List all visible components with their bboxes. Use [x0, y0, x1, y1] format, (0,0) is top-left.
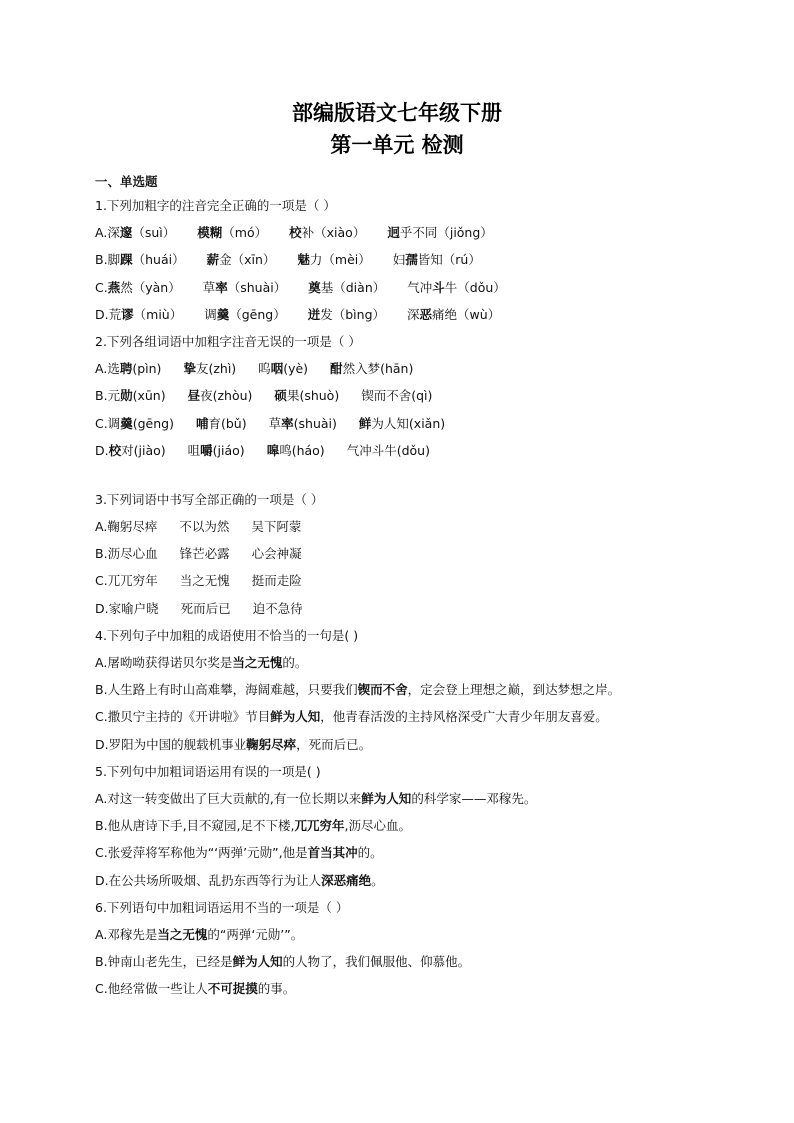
option-term — [107, 355, 161, 382]
option-letter: C. — [95, 279, 108, 295]
option-text: 咀 — [187, 442, 201, 458]
option-a — [95, 355, 735, 382]
option-term — [108, 703, 608, 730]
emphasized-text: 薪 — [206, 252, 220, 268]
option-c — [95, 410, 735, 437]
option-text: 邓稼先是 — [107, 926, 158, 942]
option-letter: C. — [95, 981, 108, 997]
emphasized-text: 锲而不舍 — [357, 682, 408, 698]
emphasized-text: 哺 — [195, 415, 209, 431]
option-term — [107, 921, 303, 948]
option-text: 基（diàn） — [320, 279, 386, 295]
option-text: （mó） — [222, 225, 268, 241]
emphasized-text: 鞠躬尽瘁 — [246, 736, 297, 752]
option-term — [107, 219, 175, 246]
option-text: 兀兀穷年 — [107, 573, 158, 589]
emphasized-text: 羹 — [120, 415, 133, 431]
option-text: 发（bìng） — [320, 306, 386, 322]
option-letter: D. — [95, 872, 109, 888]
emphasized-text: 挚 — [183, 361, 196, 377]
question-stem: 6.下列语句中加粗词语运用不当的一项是（ ） — [95, 899, 349, 915]
option-text: (xūn) — [132, 388, 166, 404]
option-letter: B. — [95, 682, 108, 698]
option-term — [180, 540, 230, 567]
option-text: ，他青春活泼的主持风格深受广大青少年朋友喜爱。 — [320, 709, 608, 725]
option-term — [108, 382, 166, 409]
emphasized-text: 不可捉摸 — [207, 981, 258, 997]
option-term — [308, 301, 385, 328]
option-text: ，定会登上理想之巅，到达梦想之岸。 — [407, 682, 621, 698]
emphasized-text: 鲜 — [358, 415, 372, 431]
option-text: 然入梦(hān) — [342, 361, 414, 377]
option-text: 。 — [371, 872, 384, 888]
option-text: 补（xiào） — [301, 225, 366, 241]
option-text: 沥尽心血 — [107, 546, 158, 562]
option-term — [108, 948, 471, 975]
emphasized-text: 嗥 — [266, 442, 280, 458]
option-text: 对(jiào) — [121, 442, 166, 458]
option-text: 妇 — [392, 252, 406, 268]
option-letter: A. — [95, 519, 108, 535]
option-term — [297, 246, 370, 273]
question-1 — [95, 192, 735, 328]
option-text: 吴下阿蒙 — [251, 519, 302, 535]
option-term — [107, 785, 536, 812]
option-term — [252, 567, 302, 594]
option-letter: D. — [95, 600, 109, 616]
question-2 — [95, 328, 735, 464]
emphasized-text: 当之无愧 — [232, 655, 283, 670]
option-term — [108, 274, 181, 301]
emphasized-text: 谬 — [121, 306, 134, 322]
option-term — [109, 731, 372, 758]
emphasized-text: 羹 — [216, 306, 230, 322]
emphasized-text: 聘 — [119, 361, 133, 377]
option-term — [108, 567, 158, 594]
emphasized-text: 迸 — [307, 306, 321, 322]
option-text: 深 — [407, 306, 420, 322]
option-text: 的“两弹‘元勋’”。 — [207, 926, 304, 942]
option-letter: B. — [95, 818, 108, 834]
question-stem: 1.下列加粗字的注音完全正确的一项是（ ） — [95, 198, 336, 213]
option-d — [95, 731, 735, 758]
option-term — [204, 301, 286, 328]
option-text: （huái） — [132, 252, 185, 268]
emphasized-text: 勋 — [120, 388, 133, 404]
option-text: 锋芒必露 — [179, 546, 230, 562]
option-text: (pìn) — [132, 361, 162, 377]
option-text: 呜 — [258, 361, 271, 377]
option-term — [109, 595, 159, 622]
option-text: 撒贝宁主持的《开讲啦》节目 — [107, 709, 271, 725]
option-text: 死而后已 — [180, 600, 231, 616]
emphasized-text: 鲜为人知 — [270, 709, 321, 725]
emphasized-text: 校 — [289, 225, 302, 241]
option-term — [107, 649, 307, 676]
option-term — [109, 437, 166, 464]
option-text: 气冲 — [407, 279, 433, 295]
option-b — [95, 382, 735, 409]
option-term — [387, 219, 492, 246]
option-letter: A. — [95, 655, 108, 670]
option-b — [95, 540, 735, 567]
option-term — [258, 355, 308, 382]
option-term — [361, 382, 432, 409]
option-term — [251, 513, 301, 540]
emphasized-text: 孺 — [405, 252, 418, 268]
emphasized-text: 糊 — [209, 225, 223, 241]
option-text: 他从唐诗下手,目不窥园,足不下楼, — [107, 818, 295, 834]
option-text: 皆知（rú） — [417, 252, 481, 268]
option-text: 鸣(háo) — [279, 442, 325, 458]
option-term — [407, 301, 500, 328]
option-term — [107, 513, 157, 540]
option-text: 钟南山老先生，已经是 — [107, 954, 233, 970]
option-text: 张爱萍将军称他为“‘两弹’元勋”,他是 — [107, 845, 308, 861]
document-title: 部编版语文七年级下册 — [292, 100, 502, 125]
option-text: (gēng) — [132, 415, 174, 431]
emphasized-text: 兀兀穷年 — [294, 818, 345, 834]
option-text: 屠呦呦获得诺贝尔奖是 — [107, 655, 233, 670]
option-text: 的人物了，我们佩服他、仰慕他。 — [282, 954, 471, 970]
option-text: 果(shuò) — [286, 388, 340, 404]
option-letter: C. — [95, 845, 108, 861]
option-text: （gēng） — [229, 306, 286, 322]
emphasized-text: 鲜为人知 — [232, 954, 283, 970]
option-text: 调 — [204, 306, 217, 322]
option-term — [108, 839, 383, 866]
option-letter: A. — [95, 361, 108, 377]
option-term — [108, 540, 158, 567]
option-text: 为人知(xiǎn) — [371, 415, 446, 431]
option-a — [95, 219, 735, 246]
option-text: 在公共场所吸烟、乱扔东西等行为让人 — [108, 872, 322, 888]
option-term — [347, 437, 430, 464]
option-term — [274, 382, 339, 409]
option-text: 的事。 — [257, 981, 296, 997]
option-term — [188, 382, 253, 409]
option-d — [95, 867, 735, 894]
option-text: 的科学家——邓稼先。 — [411, 790, 537, 806]
option-text: 对这一转变做出了巨大贡献的,有一位长期以来 — [107, 790, 362, 806]
question-stem: 4.下列句子中加粗的成语使用不恰当的一句是( ) — [95, 627, 359, 643]
option-term — [109, 301, 183, 328]
question-stem: 2.下列各组词语中加粗字注音无误的一项是（ ） — [95, 333, 361, 349]
option-c — [95, 839, 735, 866]
option-term — [108, 975, 296, 1002]
option-text: 脚 — [107, 252, 121, 268]
option-a — [95, 513, 735, 540]
option-term — [196, 410, 247, 437]
emphasized-text: 鲜为人知 — [361, 790, 412, 806]
option-b — [95, 676, 735, 703]
emphasized-text: 深恶痛绝 — [321, 872, 372, 888]
option-term — [180, 567, 230, 594]
option-text: （shuài） — [227, 279, 287, 295]
option-text: 锲而不舍(qì) — [361, 388, 433, 404]
option-term — [308, 274, 385, 301]
option-letter: D. — [95, 306, 109, 322]
option-text: ,沥尽心血。 — [344, 818, 411, 834]
emphasized-text: 踝 — [120, 252, 133, 268]
option-c — [95, 274, 735, 301]
option-term — [330, 355, 413, 382]
emphasized-text: 率 — [215, 279, 228, 295]
emphasized-text: 燕 — [107, 279, 121, 295]
option-term — [393, 246, 481, 273]
emphasized-text: 邃 — [119, 225, 133, 241]
emphasized-text: 奠 — [308, 279, 321, 295]
option-text: 荒 — [108, 306, 122, 322]
option-text: 育(bǔ) — [208, 415, 247, 431]
option-term — [179, 513, 229, 540]
option-text: （miù） — [133, 306, 183, 322]
option-b — [95, 246, 735, 273]
option-text: 然（yàn） — [120, 279, 181, 295]
option-text: 鞠躬尽瘁 — [107, 519, 158, 535]
emphasized-text: 率 — [281, 415, 294, 431]
option-term — [108, 246, 185, 273]
emphasized-text: 迥 — [387, 225, 400, 241]
question-6 — [95, 894, 735, 1003]
option-a — [95, 921, 735, 948]
emphasized-text: 魅 — [297, 252, 310, 268]
option-c — [95, 703, 735, 730]
option-term — [108, 812, 411, 839]
option-d — [95, 595, 735, 622]
option-letter: C. — [95, 415, 108, 431]
option-term — [108, 410, 174, 437]
option-term — [188, 437, 245, 464]
emphasized-text: 校 — [108, 442, 122, 458]
option-text: 罗阳为中国的舰载机事业 — [108, 736, 247, 752]
option-letter: A. — [95, 926, 108, 942]
question-5 — [95, 758, 735, 894]
option-text: 痛绝（wù） — [432, 306, 501, 322]
question-spacer — [95, 464, 735, 486]
option-text: (shuài) — [293, 415, 337, 431]
option-letter: A. — [95, 225, 108, 241]
option-text: 夜(zhòu) — [200, 388, 253, 404]
emphasized-text: 首当其冲 — [307, 845, 358, 861]
question-stem: 3.下列词语中书写全部正确的一项是（ ） — [95, 491, 324, 507]
option-a — [95, 649, 735, 676]
option-term — [359, 410, 445, 437]
option-letter: A. — [95, 790, 108, 806]
option-letter: C. — [95, 573, 108, 589]
option-text: 迫不急待 — [252, 600, 303, 616]
option-c — [95, 567, 735, 594]
option-term — [108, 676, 621, 703]
emphasized-text: 咽 — [270, 361, 284, 377]
option-b — [95, 812, 735, 839]
option-term — [109, 867, 384, 894]
option-text: 的。 — [357, 845, 383, 861]
option-text: (yè) — [283, 361, 309, 377]
emphasized-text: 恶 — [419, 306, 433, 322]
option-c — [95, 975, 735, 1002]
option-text: 家喻户晓 — [108, 600, 159, 616]
option-letter: D. — [95, 736, 109, 752]
section-heading: 一、单选题 — [95, 174, 158, 189]
option-text: 挺而走险 — [251, 573, 302, 589]
document-body — [95, 172, 735, 1002]
option-letter: B. — [95, 954, 108, 970]
option-letter: C. — [95, 709, 108, 725]
option-b — [95, 948, 735, 975]
option-text: 乎不同（jiǒng） — [399, 225, 493, 241]
option-text: 草 — [268, 415, 282, 431]
option-text: 草 — [202, 279, 216, 295]
emphasized-text: 酣 — [330, 361, 343, 377]
option-term — [197, 219, 267, 246]
option-text: 元 — [107, 388, 121, 404]
emphasized-text: 当之无愧 — [157, 926, 208, 942]
document-subtitle: 第一单元 检测 — [330, 132, 464, 157]
option-text: 的。 — [282, 655, 308, 670]
question-stem: 5.下列句中加粗词语运用有误的一项是( ) — [95, 763, 321, 779]
option-text: （suì） — [132, 225, 176, 241]
option-term — [207, 246, 276, 273]
option-text: 气冲斗牛(dǒu) — [346, 442, 430, 458]
emphasized-text: 硕 — [274, 388, 287, 404]
option-term — [269, 410, 337, 437]
emphasized-text: 模 — [197, 225, 210, 241]
option-term — [289, 219, 365, 246]
option-text: (jiáo) — [212, 442, 245, 458]
option-term — [183, 355, 236, 382]
option-text: 调 — [107, 415, 121, 431]
option-d — [95, 437, 735, 464]
option-a — [95, 785, 735, 812]
question-4 — [95, 622, 735, 758]
option-text: 牛（dǒu） — [444, 279, 506, 295]
question-3 — [95, 486, 735, 622]
option-letter: B. — [95, 546, 108, 562]
option-term — [267, 437, 325, 464]
option-text: 选 — [107, 361, 120, 377]
option-term — [253, 595, 303, 622]
emphasized-text: 嚼 — [200, 442, 213, 458]
option-term — [181, 595, 231, 622]
option-term — [203, 274, 287, 301]
emphasized-text: 斗 — [432, 279, 445, 295]
option-letter: B. — [95, 252, 108, 268]
option-text: 当之无愧 — [179, 573, 230, 589]
option-letter: D. — [95, 442, 109, 458]
option-text: 深 — [107, 225, 120, 241]
option-term — [252, 540, 302, 567]
option-letter: B. — [95, 388, 108, 404]
option-text: 心会神凝 — [251, 546, 302, 562]
option-term — [407, 274, 506, 301]
option-text: 力（mèi） — [309, 252, 371, 268]
question-list — [95, 192, 735, 1002]
option-text: 不以为然 — [179, 519, 230, 535]
option-d — [95, 301, 735, 328]
option-text: ，死而后已。 — [296, 736, 372, 752]
option-text: 他经常做一些让人 — [107, 981, 208, 997]
emphasized-text: 昼 — [187, 388, 201, 404]
option-text: 友(zhì) — [195, 361, 237, 377]
option-text: 金（xīn） — [219, 252, 276, 268]
option-text: 人生路上有时山高难攀，海阔难越，只要我们 — [107, 682, 358, 698]
